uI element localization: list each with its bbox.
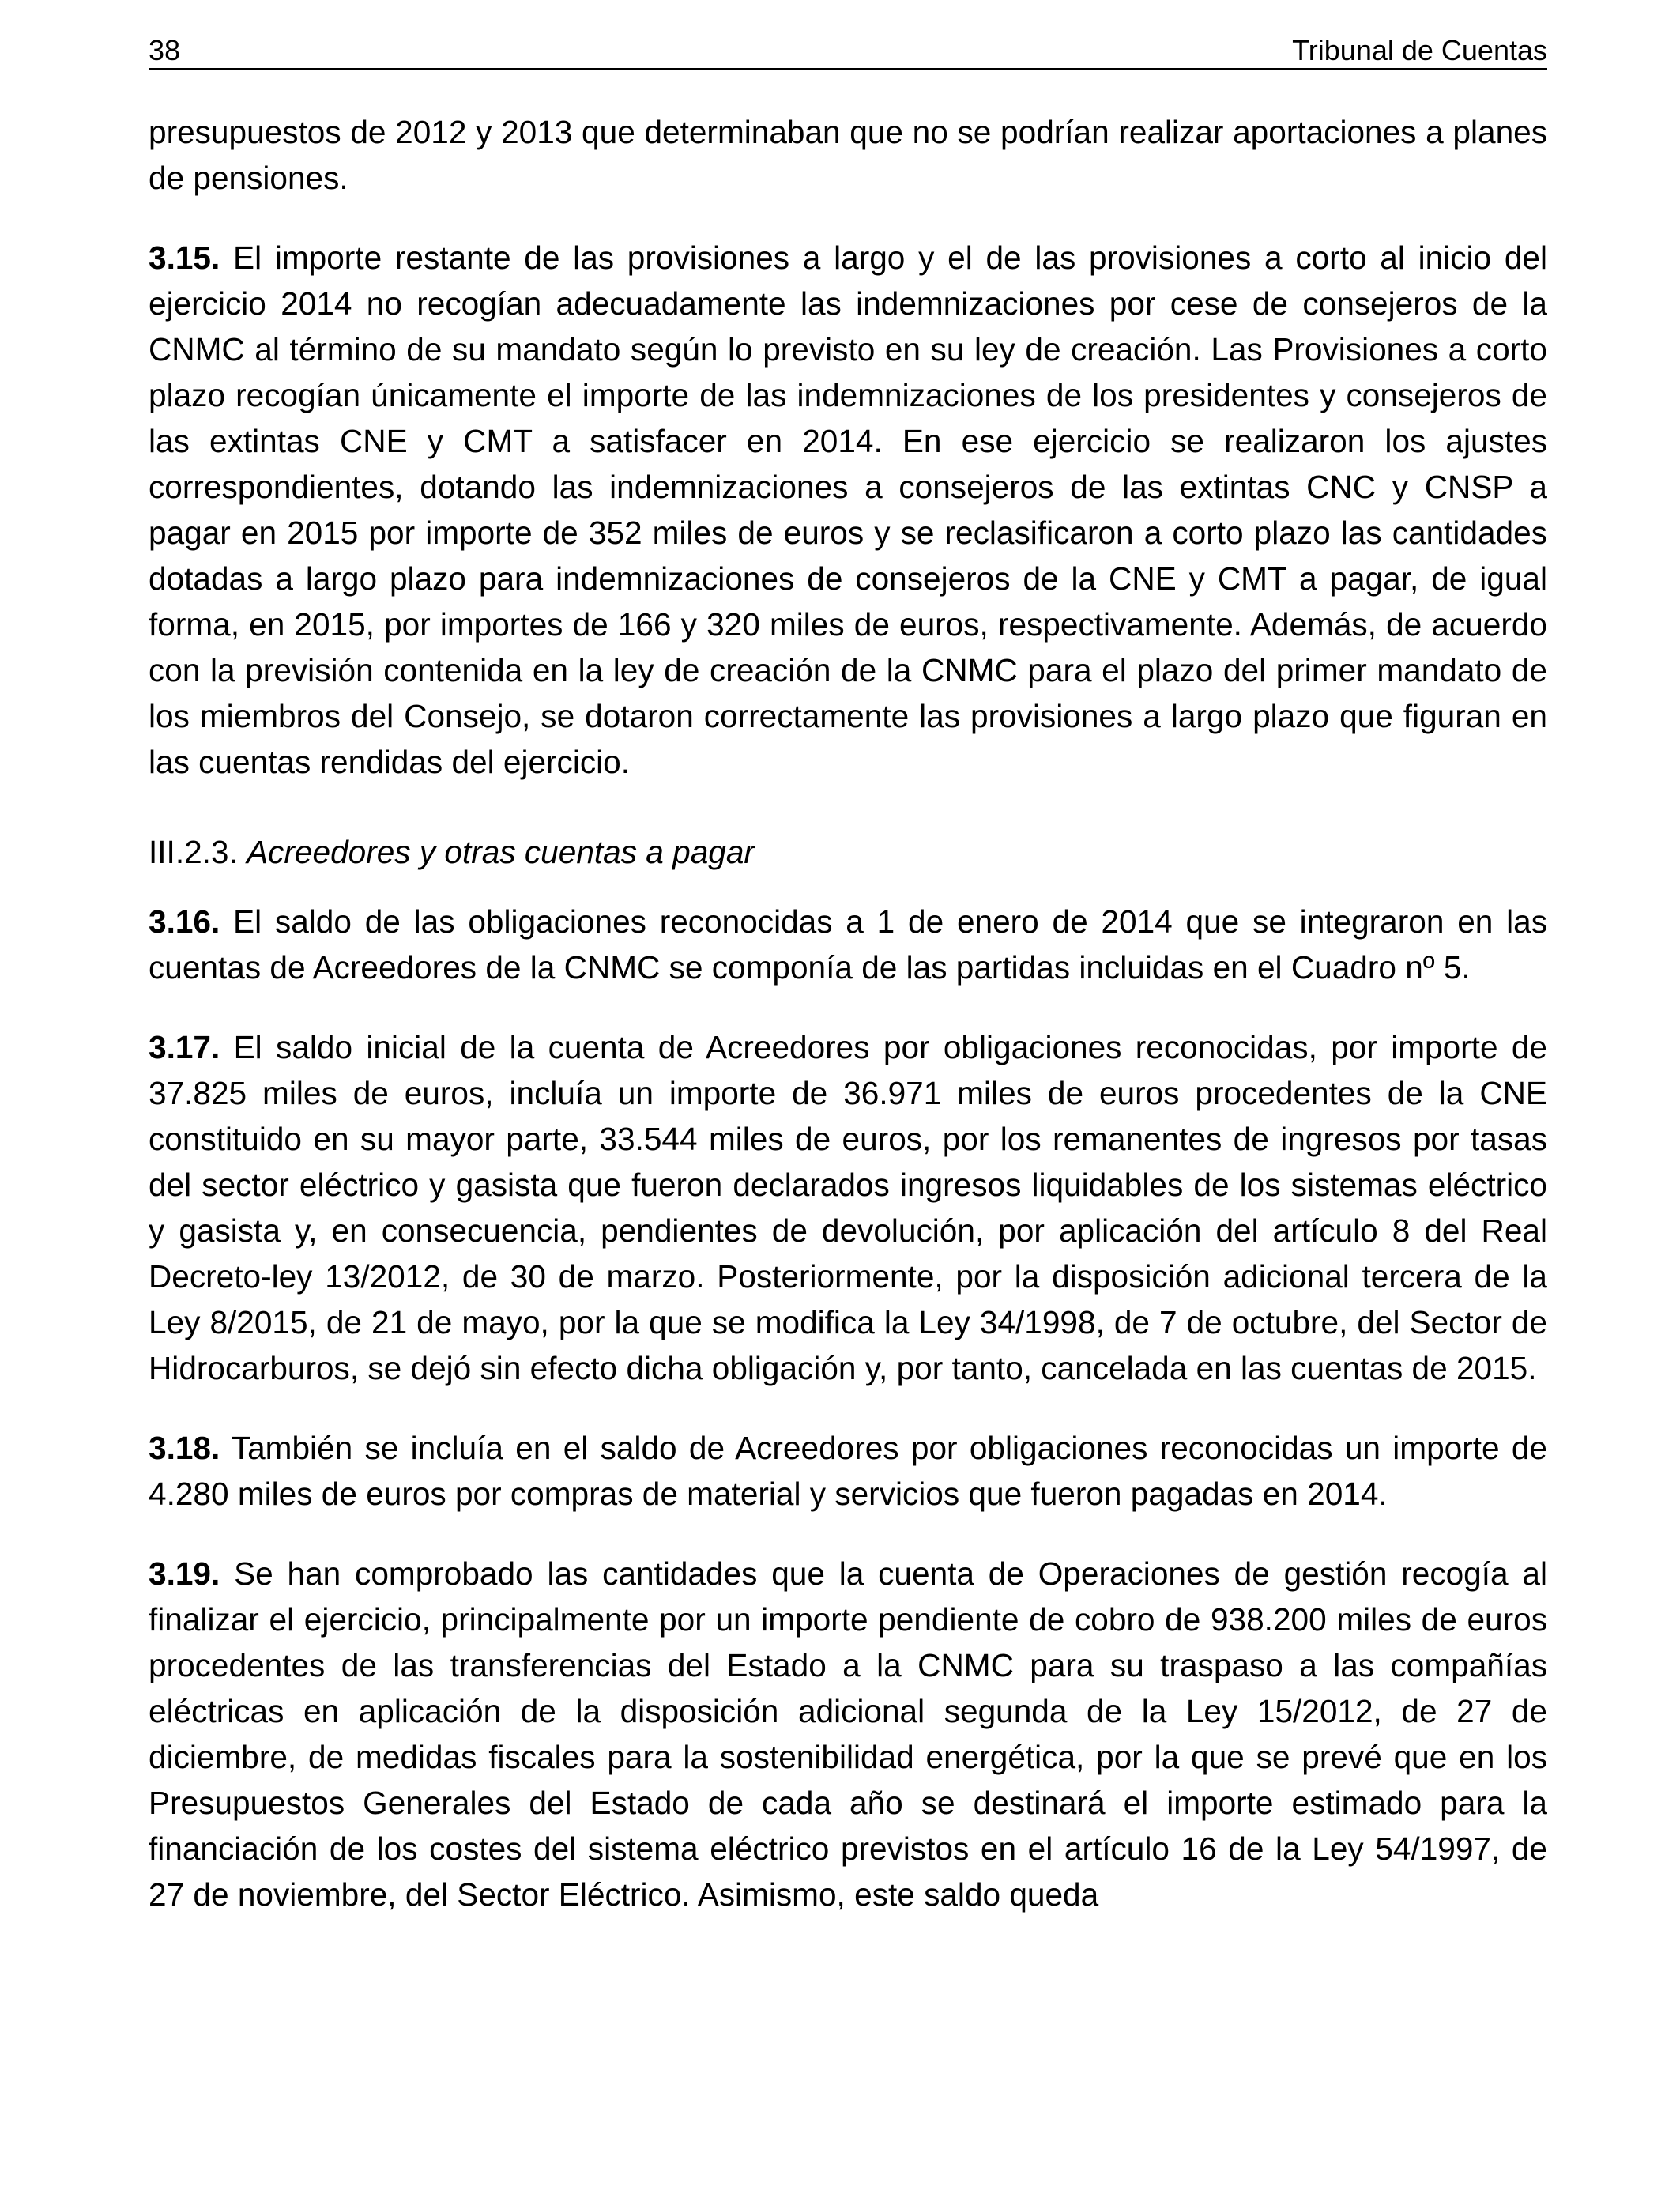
page-number: 38 — [149, 34, 181, 66]
paragraph-text: presupuestos de 2012 y 2013 que determinaban que no se podrían realizar aportaciones a planes de pensiones. — [149, 114, 1547, 196]
paragraph-number: 3.15. — [149, 239, 220, 276]
paragraph-number: 3.19. — [149, 1555, 220, 1592]
paragraph-continuation — [149, 109, 1547, 201]
paragraph-3-18 — [149, 1425, 1547, 1517]
page-header — [149, 33, 1547, 70]
paragraph-3-19 — [149, 1551, 1547, 1917]
paragraph-3-15 — [149, 235, 1547, 785]
paragraph-text: El saldo de las obligaciones reconocidas a 1 de enero de 2014 que se integraron en las cuentas de Acreedores de la CNMC se componía de las partidas incluidas en el Cuadro nº 5. — [149, 903, 1547, 986]
paragraph-number: 3.16. — [149, 903, 220, 940]
paragraph-number: 3.17. — [149, 1029, 220, 1065]
paragraph-text: También se incluía en el saldo de Acreedores por obligaciones reconocidas un importe de 4.280 miles de euros por compras de material y servicios que fueron pagadas en 2014. — [149, 1430, 1547, 1512]
paragraph-number: 3.18. — [149, 1430, 220, 1466]
document-body — [149, 109, 1547, 1951]
paragraph-3-17 — [149, 1024, 1547, 1391]
paragraph-text: El saldo inicial de la cuenta de Acreedores por obligaciones reconocidas, por importe de 37.825 miles de euros, incluía un importe de 36.971 miles de euros procedentes de la CNE constituido en su mayor parte, 33.544 miles de euros, por los remanentes de ingresos por tasas del sector eléctrico y gasista que fueron declarados ingresos liquidables de los sistemas eléctrico y gasista y, en consecuencia, pendientes de devolución, por aplicación del artículo 8 del Real Decreto-ley 13/2012, de 30 de marzo. Posteriormente, por la disposición adicional tercera de la Ley 8/2015, de 21 de mayo, por la que se modifica la Ley 34/1998, de 7 de octubre, del Sector de Hidrocarburos, se dejó sin efecto dicha obligación y, por tanto, cancelada en las cuentas de 2015. — [149, 1029, 1547, 1386]
running-title: Tribunal de Cuentas — [1292, 34, 1547, 66]
section-title: Acreedores y otras cuentas a pagar — [247, 834, 755, 870]
paragraph-3-16 — [149, 899, 1547, 990]
paragraph-text: El importe restante de las provisiones a largo y el de las provisiones a corto al inicio del ejercicio 2014 no recogían adecuadamente las indemnizaciones por cese de consejeros de la CNMC al término de su mandato según lo previsto en su ley de creación. Las Provisiones a corto plazo recogían únicamente el importe de las indemnizaciones de los presidentes y consejeros de las extintas CNE y CMT a satisfacer en 2014. En ese ejercicio se realizaron los ajustes correspondientes, dotando las indemnizaciones a consejeros de las extintas CNC y CNSP a pagar en 2015 por importe de 352 miles de euros y se reclasificaron a corto plazo las cantidades dotadas a largo plazo para indemnizaciones de consejeros de la CNE y CMT a pagar, de igual forma, en 2015, por importes de 166 y 320 miles de euros, respectivamente. Además, de acuerdo con la previsión contenida en la ley de creación de la CNMC para el plazo del primer mandato de los miembros del Consejo, se dotaron correctamente las provisiones a largo plazo que figuran en las cuentas rendidas del ejercicio. — [149, 239, 1547, 780]
section-number: III.2.3. — [149, 834, 238, 870]
section-heading — [149, 829, 1547, 875]
paragraph-text: Se han comprobado las cantidades que la cuenta de Operaciones de gestión recogía al finalizar el ejercicio, principalmente por un importe pendiente de cobro de 938.200 miles de euros procedentes de las transferencias del Estado a la CNMC para su traspaso a las compañías eléctricas en aplicación de la disposición adicional segunda de la Ley 15/2012, de 27 de diciembre, de medidas fiscales para la sostenibilidad energética, por la que se prevé que en los Presupuestos Generales del Estado de cada año se destinará el importe estimado para la financiación de los costes del sistema eléctrico previstos en el artículo 16 de la Ley 54/1997, de 27 de noviembre, del Sector Eléctrico. Asimismo, este saldo queda — [149, 1555, 1547, 1913]
